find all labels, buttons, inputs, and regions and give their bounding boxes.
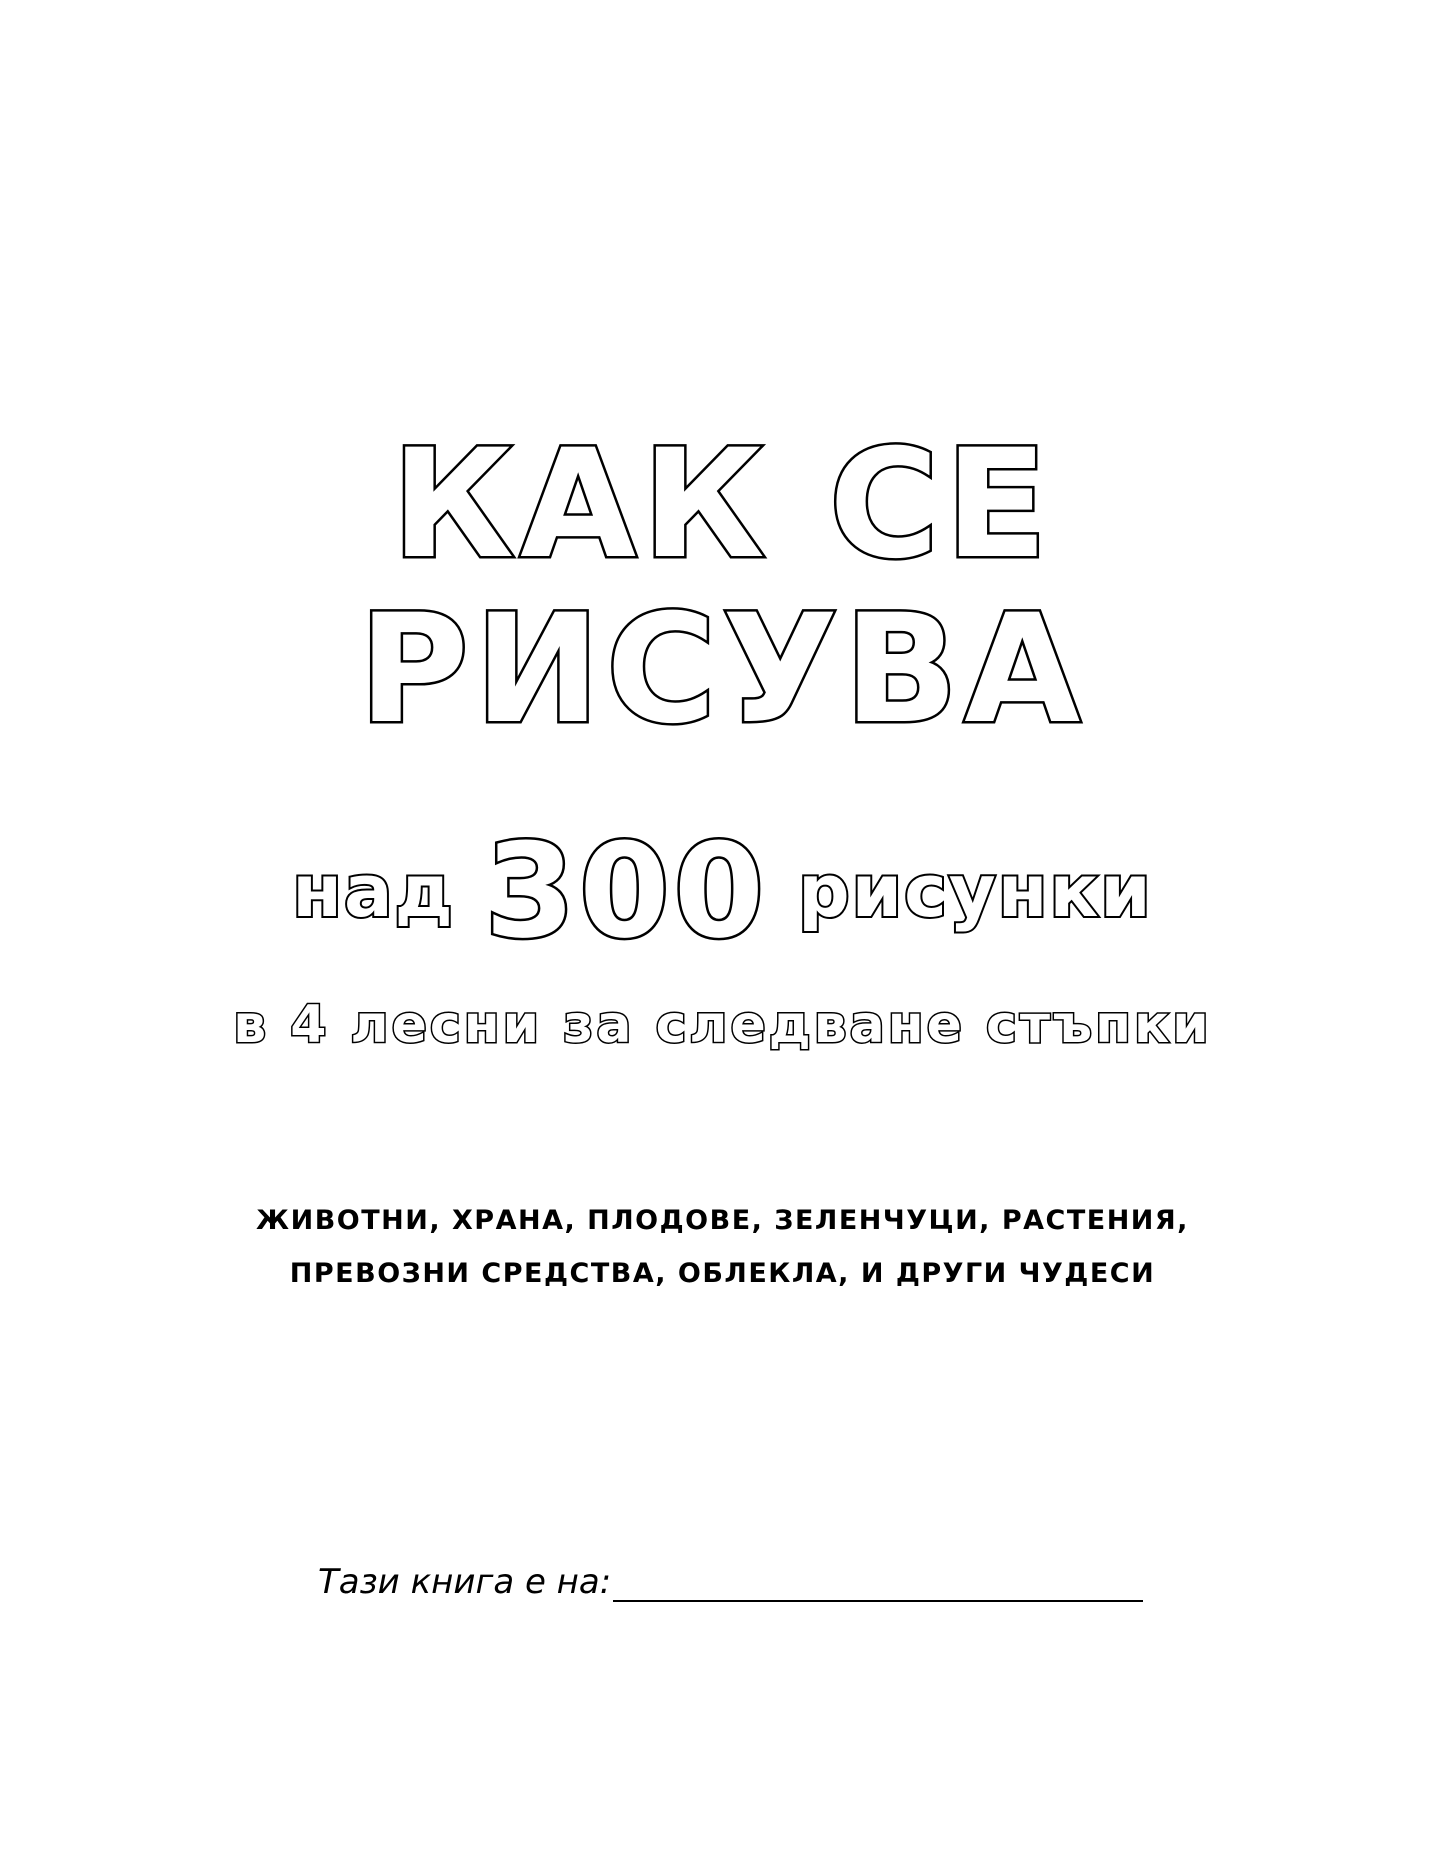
subtitle-number: 300 — [484, 815, 769, 967]
title-line-1: КАК СЕ — [391, 418, 1054, 592]
subtitle — [0, 815, 1445, 967]
steps-line: в 4 лесни за следване стъпки — [233, 995, 1212, 1055]
subtitle-prefix: над — [292, 849, 455, 933]
categories-line-1: ЖИВОТНИ, ХРАНА, ПЛОДОВЕ, ЗЕЛЕНЧУЦИ, РАСТЕНИЯ, — [256, 1205, 1189, 1236]
subtitle-suffix: рисунки — [798, 849, 1153, 933]
owner-field — [318, 1562, 1143, 1612]
categories-line-2: ПРЕВОЗНИ СРЕДСТВА, ОБЛЕКЛА, И ДРУГИ ЧУДЕСИ — [289, 1258, 1156, 1289]
owner-label: Тази книга е на: — [318, 1562, 612, 1602]
owner-name-line[interactable] — [613, 1568, 1143, 1602]
title-line-2: РИСУВА — [358, 583, 1087, 757]
